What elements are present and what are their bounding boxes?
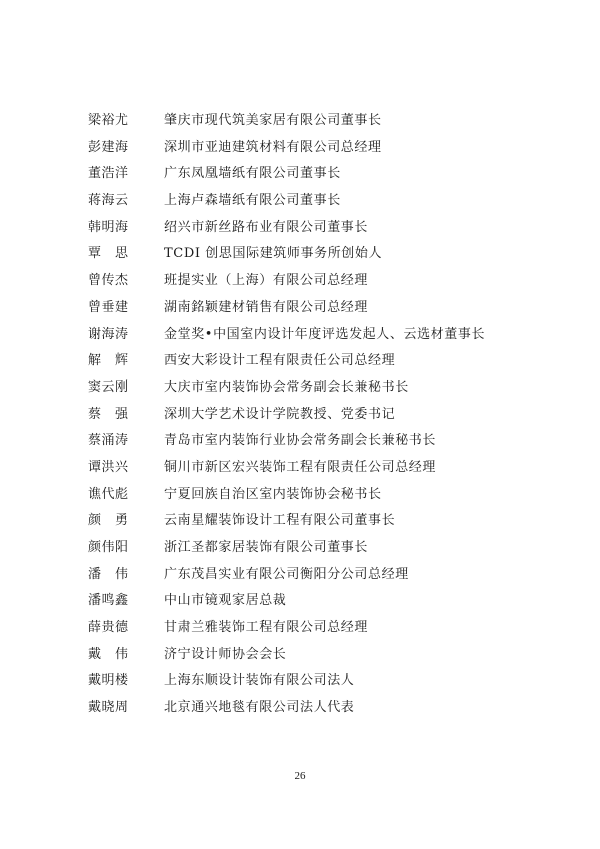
roster-row	[88, 295, 558, 322]
member-name: 谯代彪	[88, 486, 129, 502]
member-title: 大庆市室内装饰协会常务副会长兼秘书长	[164, 379, 409, 395]
member-title: 绍兴市新丝路布业有限公司董事长	[164, 219, 369, 235]
member-name: 覃 思	[88, 246, 129, 262]
member-name: 谭洪兴	[88, 459, 129, 475]
member-title: 中山市镜观家居总裁	[164, 593, 287, 609]
member-name: 戴明楼	[88, 673, 129, 689]
member-title: 云南星耀装饰设计工程有限公司董事长	[164, 513, 396, 529]
roster-row	[88, 668, 558, 695]
member-title: 肇庆市现代筑美家居有限公司董事长	[164, 113, 382, 128]
roster-row	[88, 402, 558, 429]
member-title: 金堂奖•中国室内设计年度评选发起人、云选材董事长	[164, 326, 486, 342]
roster-row	[88, 562, 558, 589]
roster-row	[88, 642, 558, 669]
member-name: 潘 伟	[88, 566, 129, 582]
member-name: 颜 勇	[88, 513, 129, 529]
member-name: 韩明海	[88, 219, 129, 235]
member-title: 甘肃兰雅装饰工程有限公司总经理	[164, 620, 369, 636]
member-title: 青岛市室内装饰行业协会常务副会长兼秘书长	[164, 433, 437, 449]
member-title: 北京通兴地毯有限公司法人代表	[164, 700, 355, 716]
page-number: 26	[294, 770, 306, 782]
roster-row	[88, 428, 558, 455]
member-name: 彭建海	[88, 139, 129, 155]
member-name: 戴晓周	[88, 700, 129, 716]
roster-row	[88, 535, 558, 562]
member-name: 戴 伟	[88, 646, 129, 662]
member-title: 浙江圣都家居装饰有限公司董事长	[164, 540, 369, 555]
member-title: 深圳市亚迪建筑材料有限公司总经理	[164, 139, 382, 155]
member-roster	[88, 108, 558, 722]
roster-row	[88, 482, 558, 509]
member-name: 蔡涌涛	[88, 433, 129, 449]
member-name: 薛贵德	[88, 620, 129, 636]
member-name: 窦云刚	[88, 379, 129, 395]
member-name: 解 辉	[88, 353, 129, 369]
roster-row	[88, 188, 558, 215]
roster-row	[88, 215, 558, 242]
member-title: 上海东顺设计装饰有限公司法人	[164, 673, 355, 689]
roster-row	[88, 135, 558, 162]
roster-row	[88, 588, 558, 615]
member-title: 广东茂昌实业有限公司衡阳分公司总经理	[164, 566, 409, 582]
roster-row	[88, 455, 558, 482]
member-name: 颜伟阳	[88, 540, 129, 555]
member-title: 深圳大学艺术设计学院教授、党委书记	[164, 406, 396, 422]
roster-row	[88, 268, 558, 295]
roster-row	[88, 241, 558, 268]
roster-row	[88, 695, 558, 722]
member-name: 曾垂建	[88, 299, 129, 315]
member-title: 宁夏回族自治区室内装饰协会秘书长	[164, 486, 382, 502]
member-name: 梁裕尤	[88, 113, 129, 128]
roster-row	[88, 508, 558, 535]
member-name: 蒋海云	[88, 193, 129, 209]
member-name: 谢海涛	[88, 326, 129, 342]
member-title: 济宁设计师协会会长	[164, 646, 287, 662]
roster-row	[88, 161, 558, 188]
member-title: 湖南銘颖建材销售有限公司总经理	[164, 299, 369, 315]
roster-row	[88, 375, 558, 402]
member-title: 西安大彩设计工程有限责任公司总经理	[164, 353, 396, 369]
roster-row	[88, 322, 558, 349]
member-title: 铜川市新区宏兴装饰工程有限责任公司总经理	[164, 459, 437, 475]
roster-row	[88, 615, 558, 642]
member-name: 潘鸣鑫	[88, 593, 129, 609]
member-title: 班提实业（上海）有限公司总经理	[164, 273, 369, 289]
member-name: 曾传杰	[88, 273, 129, 289]
roster-row	[88, 348, 558, 375]
member-name: 董浩洋	[88, 166, 129, 182]
roster-row	[88, 108, 558, 135]
member-title: TCDI 创思国际建筑师事务所创始人	[164, 246, 383, 262]
member-title: 广东凤凰墙纸有限公司董事长	[164, 166, 341, 182]
member-name: 蔡 强	[88, 406, 129, 422]
member-title: 上海卢森墙纸有限公司董事长	[164, 193, 341, 209]
